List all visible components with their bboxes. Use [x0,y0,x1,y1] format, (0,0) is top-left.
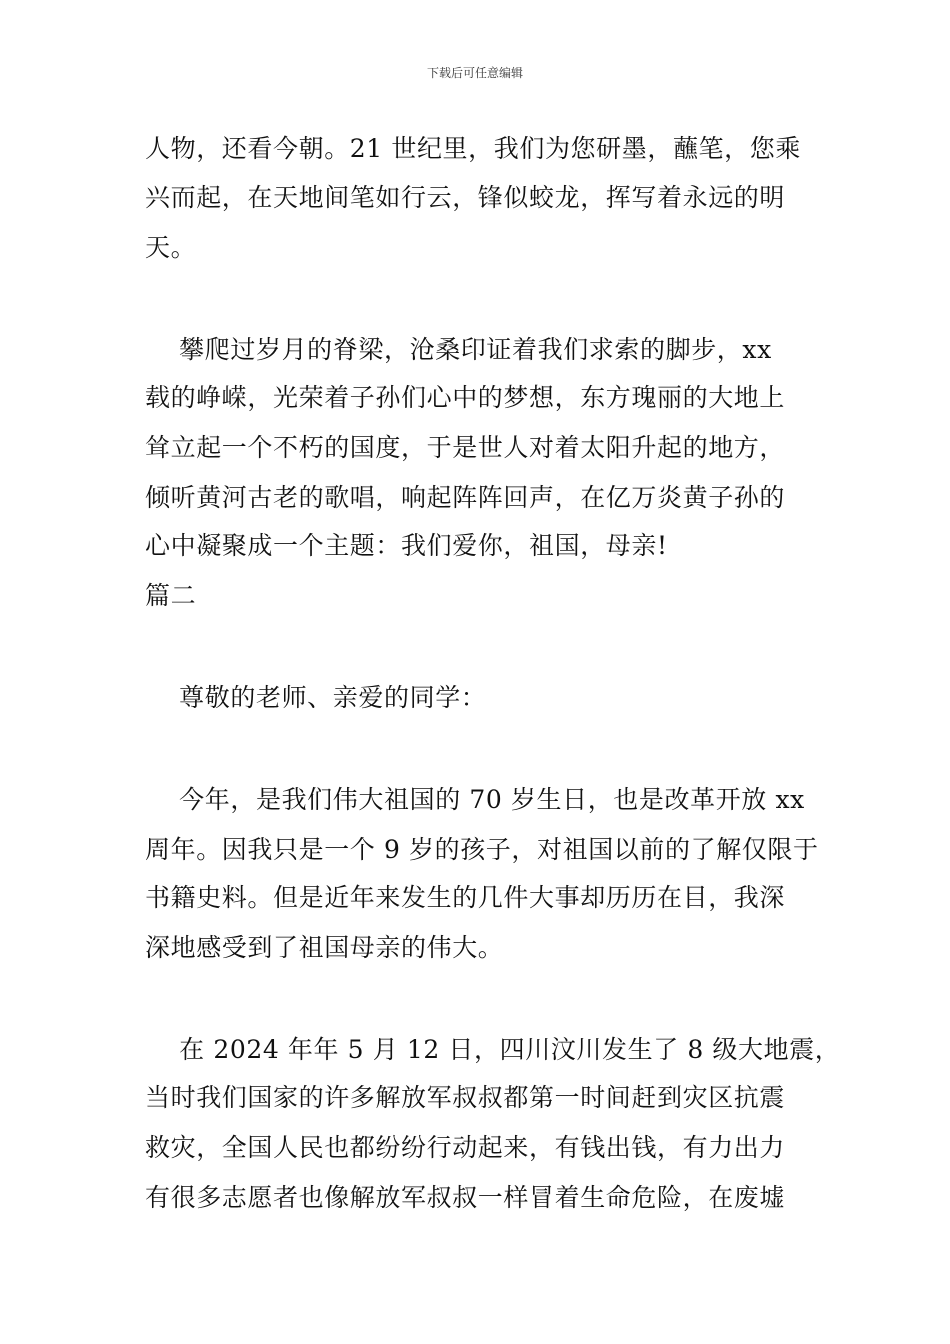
text-line: 倾听黄河古老的歌唱，响起阵阵回声，在亿万炎黄子孙的 [145,483,786,512]
text-line: 书籍史料。但是近年来发生的几件大事却历历在目，我深 [145,883,786,912]
text-line: 心中凝聚成一个主题：我们爱你，祖国，母亲! [145,531,668,560]
text-line: 人物，还看今朝。21 世纪里，我们为您研墨，蘸笔，您乘 [145,134,801,163]
section-heading: 篇二 [145,581,197,610]
page-header: 下载后可任意编辑 [426,66,523,80]
text-line: 当时我们国家的许多解放军叔叔都第一时间赶到灾区抗震 [145,1083,786,1112]
text-line: 耸立起一个不朽的国度，于是世人对着太阳升起的地方， [145,433,786,462]
text-line: 攀爬过岁月的脊梁，沧桑印证着我们求索的脚步，xx [145,335,772,364]
text-line: 载的峥嵘，光荣着子孙们心中的梦想，东方瑰丽的大地上 [145,383,786,412]
text-line: 深地感受到了祖国母亲的伟大。 [145,933,504,962]
text-line: 周年。因我只是一个 9 岁的孩子，对祖国以前的了解仅限于 [145,835,819,864]
text-line: 天。 [145,233,197,262]
text-line: 兴而起，在天地间笔如行云，锋似蛟龙，挥写着永远的明 [145,183,786,212]
text-line: 有很多志愿者也像解放军叔叔一样冒着生命危险，在废墟 [145,1183,786,1212]
text-line: 救灾，全国人民也都纷纷行动起来，有钱出钱，有力出力 [145,1133,786,1162]
salutation: 尊敬的老师、亲爱的同学： [145,683,487,712]
text-line: 在 2024 年年 5 月 12 日，四川汶川发生了 8 级大地震， [145,1035,841,1064]
text-line: 今年，是我们伟大祖国的 70 岁生日，也是改革开放 xx [145,785,805,814]
